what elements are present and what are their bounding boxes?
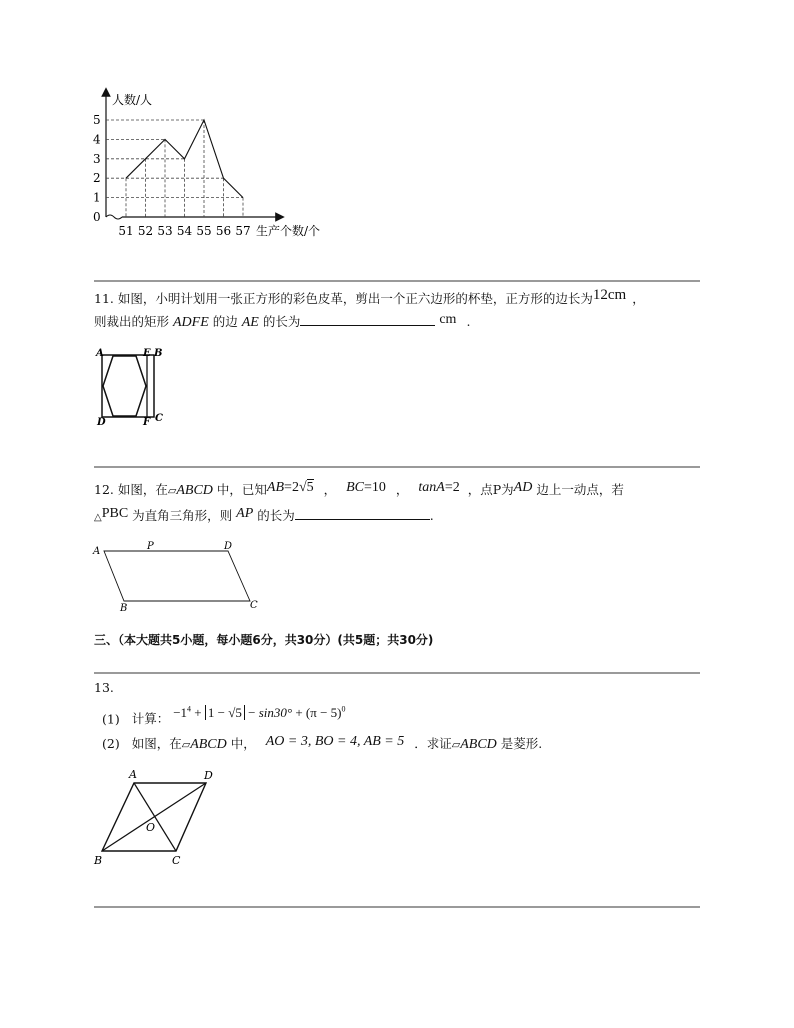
q12-ab-root: 5: [306, 480, 314, 495]
q12-ab-coef: 2: [291, 480, 299, 495]
q12-text4: 边上一动点，若: [536, 482, 624, 497]
sqrt-sign: √: [298, 480, 307, 495]
x-tick-label: 54: [176, 224, 193, 238]
q12-ap: AP: [236, 506, 254, 521]
q13-abcd: ABCD: [460, 737, 497, 752]
label-D: D: [204, 769, 213, 782]
triangle-symbol: △: [94, 512, 102, 523]
q12-sep2: ，: [395, 482, 409, 497]
q13-p2-text3: ．求证: [414, 736, 452, 751]
q12-ad: AD: [513, 480, 533, 495]
hexagon: [103, 356, 146, 416]
q11-comma: ，: [632, 291, 645, 306]
q12-text6: 的长为: [257, 508, 295, 523]
expr-exp0: 0: [341, 705, 346, 714]
expr-abs: 1 − √5: [207, 705, 242, 721]
label-B: B: [120, 603, 128, 614]
q12-bc-val: 10: [371, 480, 386, 495]
q13-p1-label: (1): [102, 711, 120, 727]
parallelogram: [104, 551, 250, 601]
q11-unit: cm: [439, 312, 457, 327]
q12-line2: [94, 506, 434, 524]
answer-blank[interactable]: [295, 519, 430, 520]
q12-line1: [94, 480, 624, 498]
label-A: A: [93, 546, 101, 557]
x-tick-label: 52: [137, 224, 154, 238]
expr-exp4: 4: [187, 705, 192, 714]
axis-break: [106, 215, 122, 219]
abs-value: [205, 705, 245, 720]
expr-paren: (π − 5): [305, 705, 342, 721]
label-A: A: [96, 348, 104, 359]
q12-text5: 为直角三角形，则: [132, 508, 233, 523]
label-C: C: [172, 854, 181, 867]
x-axis-label: 生产个数/个: [256, 224, 321, 238]
q13-p2-text1: 如图，在: [131, 736, 182, 751]
q13-expression: [173, 705, 345, 720]
q13-figure: [90, 767, 225, 871]
q11-line2: [94, 312, 471, 330]
x-tick-label: 57: [235, 224, 251, 238]
x-tick-label: 51: [118, 224, 134, 238]
y-tick-label: 5: [93, 113, 101, 127]
q13-given: AO = 3, BO = 4, AB = 5: [265, 734, 405, 749]
q12-figure: [90, 537, 270, 615]
label-D: D: [97, 417, 106, 427]
q11-text2c: 的长为: [262, 314, 301, 329]
q12-tan: tanA: [418, 480, 445, 495]
label-C: C: [155, 413, 163, 424]
section-3-title: 三、（本大题共5小题，每小题6分，共30分）(共5题；共30分): [94, 633, 434, 647]
q13-p2-text2: 中，: [230, 736, 256, 751]
y-tick-label: 0: [93, 210, 101, 224]
divider-3: [94, 672, 700, 674]
q11-text2b: 的边: [212, 314, 238, 329]
q12-eq1: =: [284, 480, 292, 495]
question-number: 13.: [94, 680, 114, 695]
y-tick-label: 2: [93, 171, 101, 186]
q11-line1: [94, 287, 645, 307]
q12-text3: ，点P为: [467, 482, 514, 497]
q13-p2-label: (2): [102, 736, 120, 751]
divider-2: [94, 466, 700, 468]
q12-eq2: =: [364, 480, 372, 495]
x-tick-label: 56: [215, 224, 232, 238]
y-tick-label: 3: [93, 151, 101, 166]
q11-side-length: 12cm: [592, 287, 627, 303]
q11-text1: 如图，小明计划用一张正方形的彩色皮革，剪出一个正六边形的杯垫，正方形的边长为: [117, 291, 593, 306]
q11-text2a: 则裁出的矩形: [94, 314, 170, 329]
label-O: O: [146, 821, 156, 834]
expr-neg: −1: [173, 705, 188, 721]
x-tick-label: 53: [157, 224, 173, 238]
frequency-line-chart: [84, 82, 364, 247]
q13-part2: [102, 734, 543, 752]
x-tick-label: 55: [196, 224, 212, 238]
q11-figure: [94, 345, 174, 427]
q12-period: .: [429, 508, 434, 523]
q12-pbc: PBC: [101, 506, 129, 521]
expr-sin: sin30°: [258, 705, 293, 721]
q13-p2-text4: 是菱形.: [500, 736, 543, 751]
q11-edge: AE: [241, 315, 259, 330]
label-B: B: [154, 348, 163, 359]
q12-ab: AB: [266, 480, 285, 495]
y-axis-label: 人数/人: [112, 93, 153, 107]
q11-rect-name: ADFE: [173, 315, 209, 330]
q11-period: .: [466, 314, 471, 329]
label-E: E: [143, 348, 151, 359]
q12-tan-val: 2: [452, 480, 460, 495]
q12-eq3: =: [444, 480, 453, 495]
label-D: D: [224, 541, 233, 552]
parallelogram-symbol: ▱: [181, 739, 191, 751]
q12-text2: 中，已知: [216, 482, 267, 497]
label-P: P: [147, 541, 154, 552]
parallelogram-symbol: ▱: [451, 739, 461, 751]
q12-bc: BC: [346, 480, 364, 495]
q12-abcd: ABCD: [176, 483, 213, 498]
answer-blank[interactable]: [300, 325, 435, 326]
q13-p1-text: 计算：: [131, 711, 170, 727]
question-number: 11.: [94, 291, 114, 306]
label-B: B: [94, 854, 103, 867]
q12-sep1: ，: [323, 482, 337, 497]
label-A: A: [129, 768, 137, 781]
expr-minus: −: [248, 705, 256, 721]
q13-part1: [102, 705, 346, 727]
parallelogram-symbol: ▱: [167, 485, 177, 497]
divider-4: [94, 906, 700, 908]
label-F: F: [143, 417, 151, 427]
expr-plus: +: [194, 705, 202, 721]
y-tick-label: 1: [93, 190, 101, 205]
question-number: 12.: [94, 482, 114, 497]
expr-plus2: +: [295, 705, 303, 721]
q13-abcd: ABCD: [190, 737, 227, 752]
divider-1: [94, 280, 700, 282]
q12-text1: 如图，在: [117, 482, 168, 497]
label-C: C: [250, 600, 258, 611]
y-tick-label: 4: [93, 132, 101, 147]
